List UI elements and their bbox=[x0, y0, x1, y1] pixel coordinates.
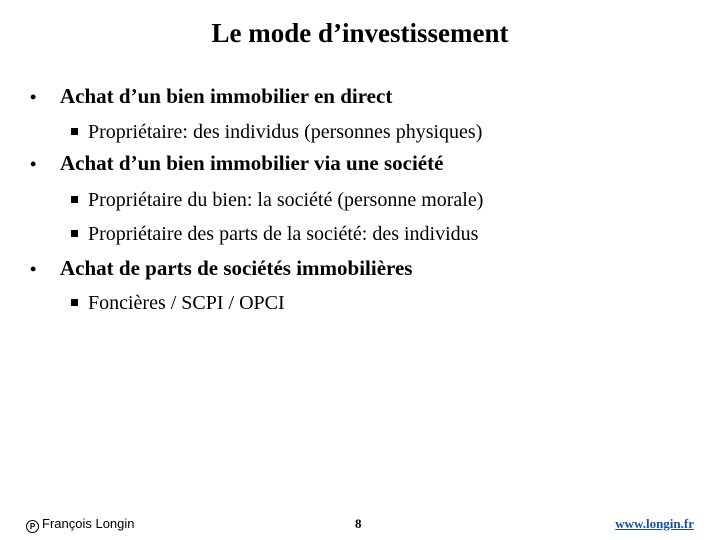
sub-item-text: Propriétaire: des individus (personnes physiques) bbox=[88, 121, 483, 143]
sub-item-text: Propriétaire des parts de la société: des individus bbox=[88, 223, 479, 245]
square-bullet-icon bbox=[71, 230, 78, 237]
bullet-icon: • bbox=[30, 87, 37, 107]
sub-item-2-2 bbox=[71, 223, 478, 246]
sub-item-3-1 bbox=[71, 292, 285, 315]
page-number: 8 bbox=[355, 516, 362, 531]
bullet-item-3 bbox=[30, 256, 412, 281]
website-link[interactable]: www.longin.fr bbox=[615, 516, 694, 531]
sub-item-text: Propriétaire du bien: la société (personne morale) bbox=[88, 189, 484, 211]
bullet-icon: • bbox=[30, 154, 37, 174]
bullet-item-2 bbox=[30, 151, 443, 176]
bullet-item-1 bbox=[30, 84, 392, 109]
sub-item-text: Foncières / SCPI / OPCI bbox=[88, 292, 285, 314]
copyright-icon: P bbox=[26, 520, 39, 533]
square-bullet-icon bbox=[71, 128, 78, 135]
sub-item-1-1 bbox=[71, 121, 482, 144]
footer-author bbox=[26, 516, 135, 533]
bullet-text: Achat d’un bien immobilier en direct bbox=[60, 84, 393, 108]
slide-title: Le mode d’investissement bbox=[211, 18, 509, 48]
bullet-text: Achat de parts de sociétés immobilières bbox=[60, 256, 413, 280]
square-bullet-icon bbox=[71, 196, 78, 203]
sub-item-2-1 bbox=[71, 189, 483, 212]
author-name: François Longin bbox=[42, 516, 135, 531]
bullet-text: Achat d’un bien immobilier via une société bbox=[60, 151, 444, 175]
square-bullet-icon bbox=[71, 299, 78, 306]
bullet-icon: • bbox=[30, 259, 37, 279]
